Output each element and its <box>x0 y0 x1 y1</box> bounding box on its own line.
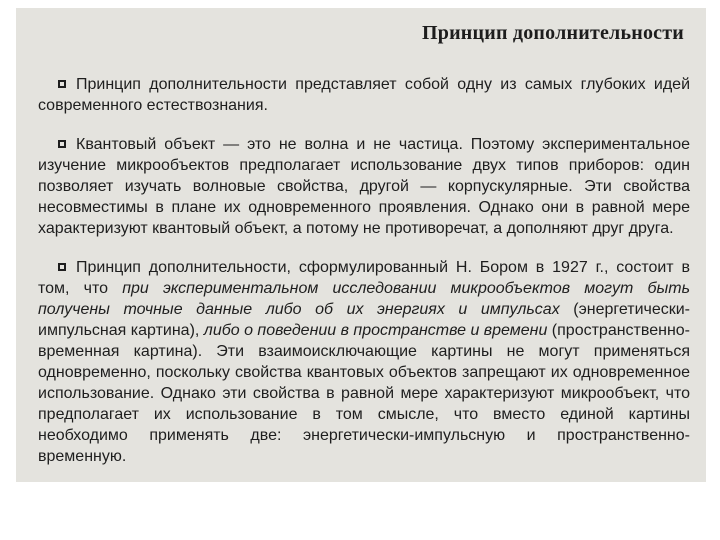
paragraph-3-italic-b: либо о поведении в пространстве и времени <box>203 322 548 339</box>
hollow-square-bullet-icon <box>58 263 66 271</box>
paragraph-3-text-b: (энергетически-импульсная картина), <box>38 301 691 339</box>
paragraph-3 <box>38 257 690 467</box>
hollow-square-bullet-icon <box>58 80 66 88</box>
hollow-square-bullet-icon <box>58 140 66 148</box>
paragraph-1 <box>38 74 690 116</box>
paragraph-2 <box>38 134 690 239</box>
scanned-page <box>16 8 706 482</box>
paragraph-2-text: Квантовый объект — это не волна и не частица. Поэтому экспериментальное изучение микрообъектов предполагает использование двух типов приборов: один позволяет изучать волновые свойства, другой — корпускулярные. Эти свойства несовместимы в плане их одновременного проявления. Однако они в равной мере характеризуют квантовый объект, а потому не противоречат, а дополняют друг друга. <box>38 136 690 237</box>
paragraph-3-text-c: (пространственно-временная картина). Эти взаимоисключающие картины не могут применяться одновременно, поскольку свойства квантовых объектов запрещают их одновременное использование. Однако эти свойства в равной мере характеризуют микрообъект, что предполагает их использование в том смысле, что вместо единой картины необходимо применять две: энергетически-импульсную и пространственно-временную. <box>38 322 691 465</box>
paragraph-3-italic-a: при экспериментальном исследовании микрообъектов могут быть получены точные данные либо об их энергиях и импульсах <box>38 280 690 318</box>
document-body <box>38 74 690 482</box>
paragraph-3-text-a: Принцип дополнительности, сформулированный Н. Бором в 1927 г., состоит в том, что <box>38 259 690 297</box>
paragraph-1-text: Принцип дополнительности представляет собой одну из самых глубоких идей современного естествознания. <box>38 76 690 114</box>
page-title: Принцип дополнительности <box>422 22 684 44</box>
